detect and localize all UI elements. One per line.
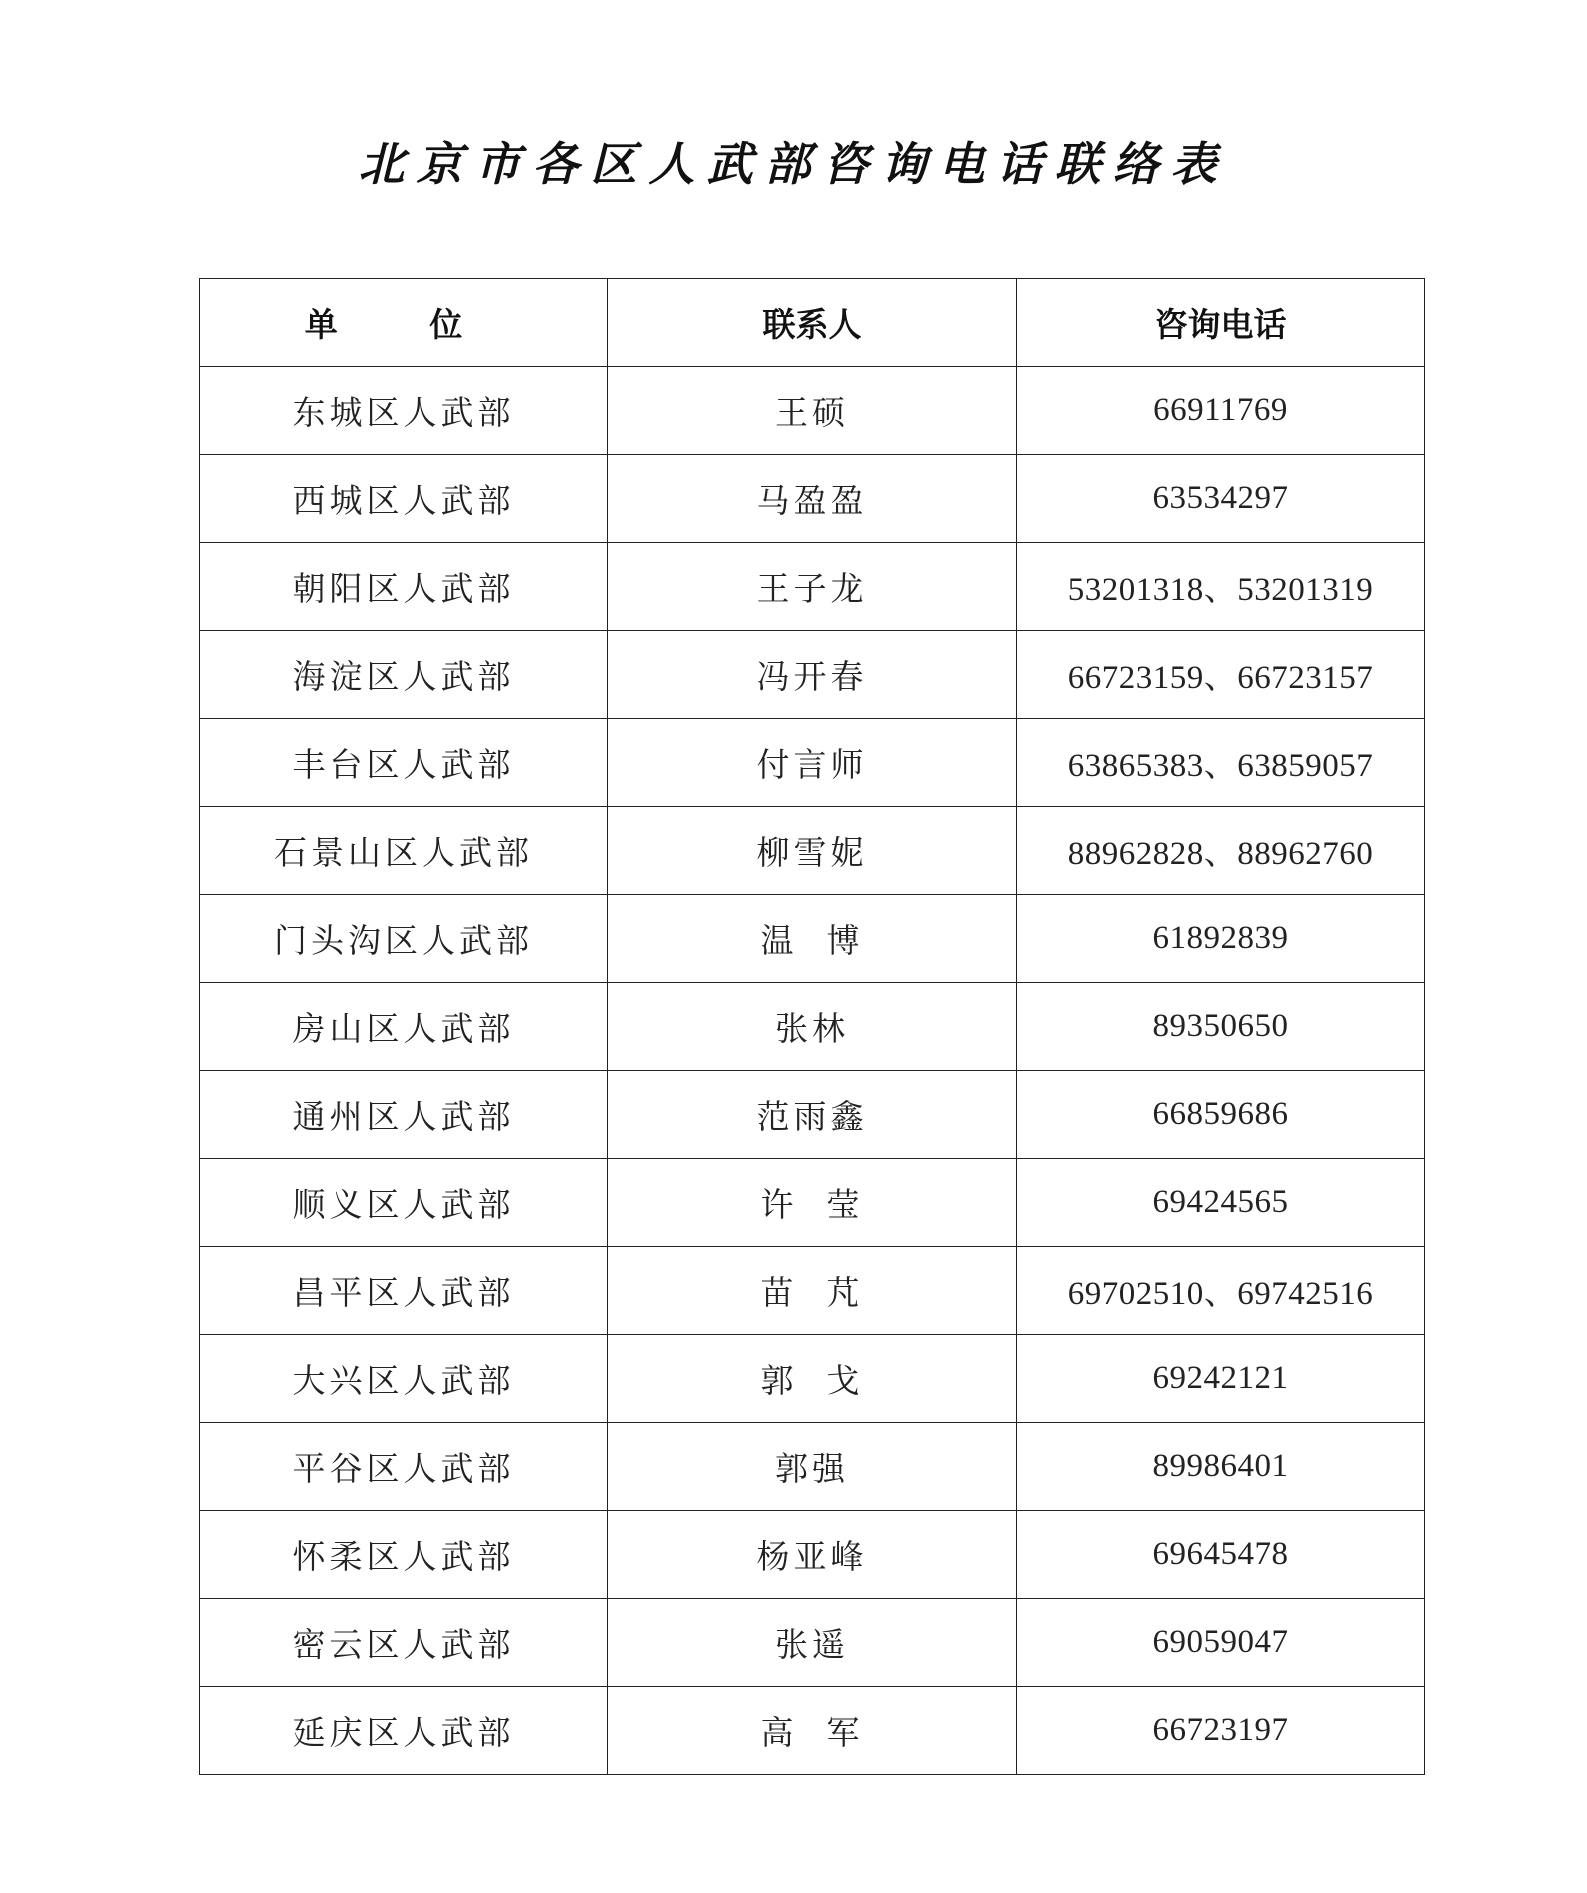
phone-cell: 89350650 xyxy=(1017,983,1425,1071)
table-row xyxy=(200,807,1425,895)
contact-cell: 冯开春 xyxy=(608,631,1017,719)
phone-cell: 66723159、66723157 xyxy=(1017,631,1425,719)
phone-cell: 66723197 xyxy=(1017,1687,1425,1775)
unit-cell: 石景山区人武部 xyxy=(200,807,608,895)
contacts-table xyxy=(199,278,1425,1775)
contact-cell: 马盈盈 xyxy=(608,455,1017,543)
table-row xyxy=(200,455,1425,543)
phone-cell: 69242121 xyxy=(1017,1335,1425,1423)
unit-cell: 门头沟区人武部 xyxy=(200,895,608,983)
phone-cell: 69424565 xyxy=(1017,1159,1425,1247)
unit-cell: 朝阳区人武部 xyxy=(200,543,608,631)
header-unit: 单 位 xyxy=(200,279,608,367)
header-contact: 联系人 xyxy=(608,279,1017,367)
contact-cell: 郭强 xyxy=(608,1423,1017,1511)
table-row xyxy=(200,1159,1425,1247)
table-row xyxy=(200,719,1425,807)
table-body xyxy=(200,367,1425,1775)
unit-cell: 通州区人武部 xyxy=(200,1071,608,1159)
phone-cell: 63534297 xyxy=(1017,455,1425,543)
contact-cell: 王硕 xyxy=(608,367,1017,455)
table-row xyxy=(200,1599,1425,1687)
contact-cell: 张林 xyxy=(608,983,1017,1071)
phone-cell: 69645478 xyxy=(1017,1511,1425,1599)
contact-cell: 许 莹 xyxy=(608,1159,1017,1247)
phone-cell: 69702510、69742516 xyxy=(1017,1247,1425,1335)
table-row xyxy=(200,631,1425,719)
unit-cell: 东城区人武部 xyxy=(200,367,608,455)
unit-cell: 平谷区人武部 xyxy=(200,1423,608,1511)
contact-cell: 杨亚峰 xyxy=(608,1511,1017,1599)
unit-cell: 大兴区人武部 xyxy=(200,1335,608,1423)
contact-cell: 苗 芃 xyxy=(608,1247,1017,1335)
contact-cell: 范雨鑫 xyxy=(608,1071,1017,1159)
table-row xyxy=(200,1423,1425,1511)
contact-cell: 郭 戈 xyxy=(608,1335,1017,1423)
phone-cell: 88962828、88962760 xyxy=(1017,807,1425,895)
unit-cell: 延庆区人武部 xyxy=(200,1687,608,1775)
unit-cell: 密云区人武部 xyxy=(200,1599,608,1687)
table-header-row xyxy=(200,279,1425,367)
phone-cell: 53201318、53201319 xyxy=(1017,543,1425,631)
phone-cell: 89986401 xyxy=(1017,1423,1425,1511)
unit-cell: 丰台区人武部 xyxy=(200,719,608,807)
contact-cell: 付言师 xyxy=(608,719,1017,807)
unit-cell: 怀柔区人武部 xyxy=(200,1511,608,1599)
contact-cell: 王子龙 xyxy=(608,543,1017,631)
contact-cell: 温 博 xyxy=(608,895,1017,983)
unit-cell: 房山区人武部 xyxy=(200,983,608,1071)
table-row xyxy=(200,895,1425,983)
unit-cell: 海淀区人武部 xyxy=(200,631,608,719)
unit-cell: 顺义区人武部 xyxy=(200,1159,608,1247)
table-row xyxy=(200,1247,1425,1335)
contact-cell: 柳雪妮 xyxy=(608,807,1017,895)
table-row xyxy=(200,367,1425,455)
table-row xyxy=(200,1071,1425,1159)
table-row xyxy=(200,983,1425,1071)
page-title: 北京市各区人武部咨询电话联络表 xyxy=(358,137,1229,191)
phone-cell: 61892839 xyxy=(1017,895,1425,983)
contact-cell: 张遥 xyxy=(608,1599,1017,1687)
table-row xyxy=(200,543,1425,631)
phone-cell: 69059047 xyxy=(1017,1599,1425,1687)
table-row xyxy=(200,1335,1425,1423)
contact-cell: 高 军 xyxy=(608,1687,1017,1775)
unit-cell: 昌平区人武部 xyxy=(200,1247,608,1335)
table-row xyxy=(200,1687,1425,1775)
phone-cell: 66911769 xyxy=(1017,367,1425,455)
unit-cell: 西城区人武部 xyxy=(200,455,608,543)
table-row xyxy=(200,1511,1425,1599)
phone-cell: 66859686 xyxy=(1017,1071,1425,1159)
phone-cell: 63865383、63859057 xyxy=(1017,719,1425,807)
header-phone: 咨询电话 xyxy=(1017,279,1425,367)
